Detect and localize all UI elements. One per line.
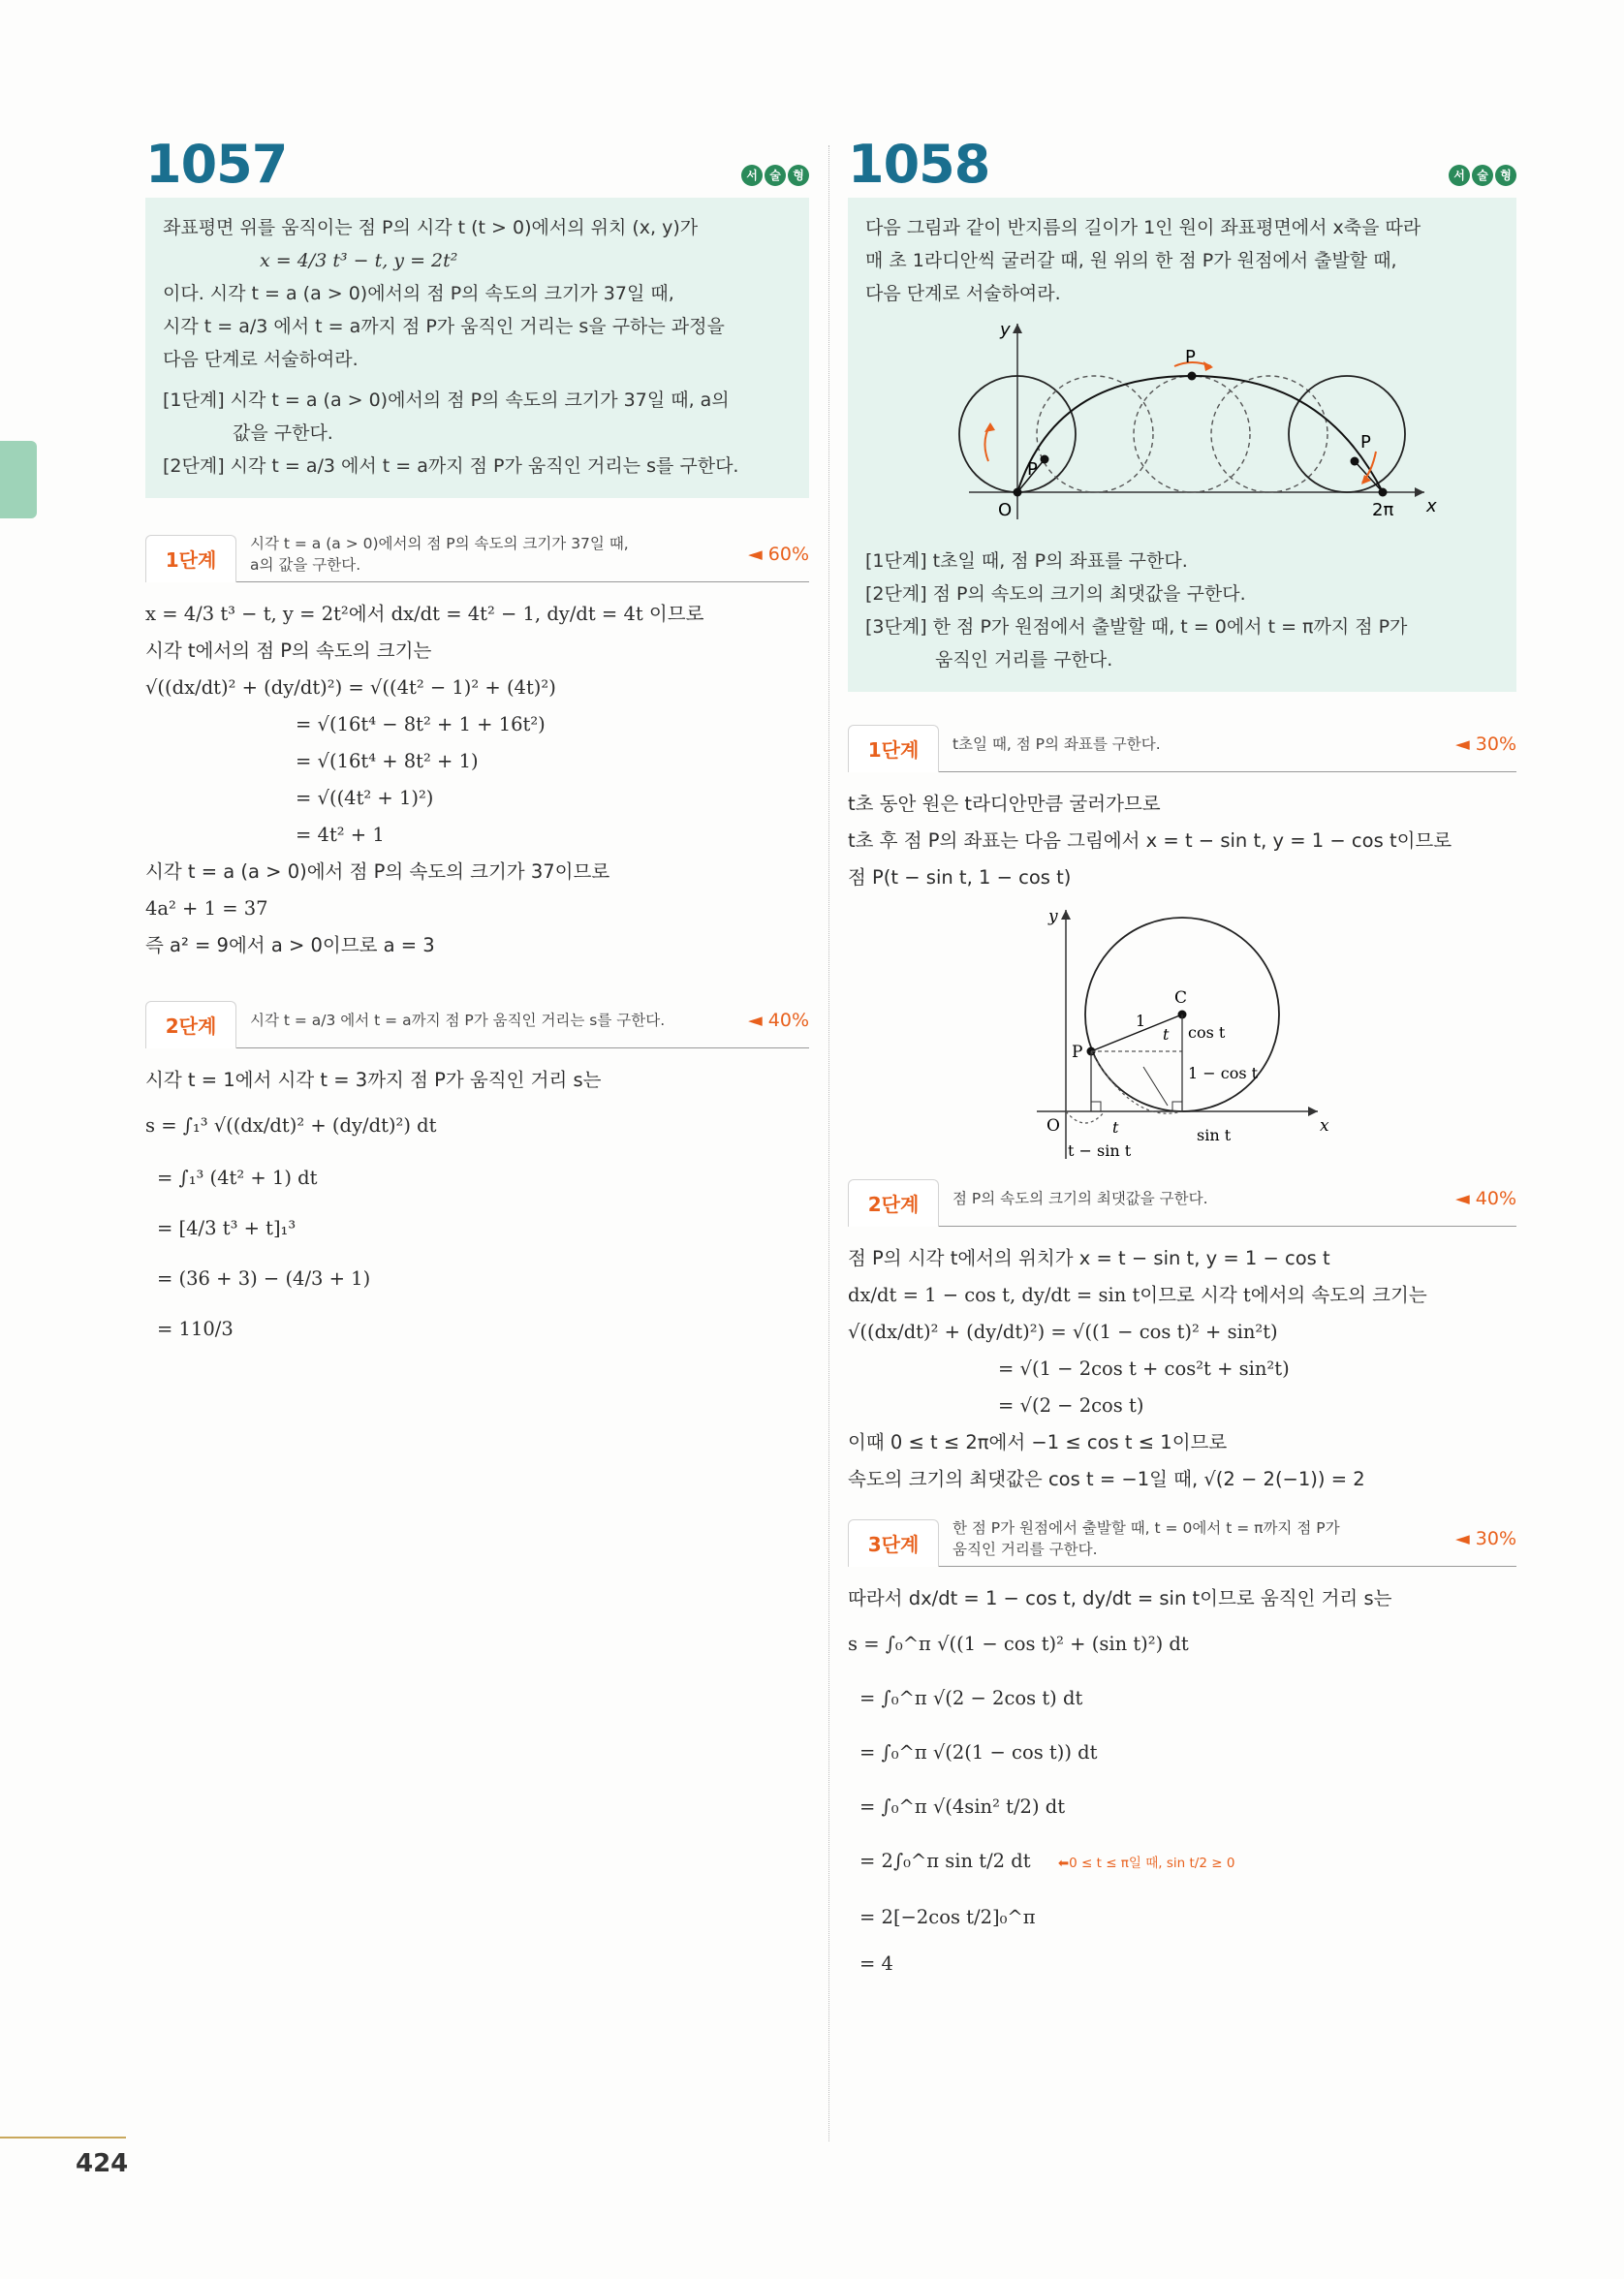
step-label: 2단계 <box>145 1001 236 1048</box>
problem-number: 1057 <box>145 134 288 195</box>
unit-circle-position-figure <box>1027 902 1337 1164</box>
step-label: 2단계 <box>848 1179 939 1227</box>
figure-sin-label: sin t <box>1197 1126 1232 1144</box>
question-line: 다음 단계로 서술하여라. <box>163 349 359 370</box>
solution-line: = ∫₀^π √(4sin² t/2) dt <box>859 1795 1066 1818</box>
solution-line: 따라서 dx/dt = 1 − cos t, dy/dt = sin t이므로 움직인 거리 s는 <box>848 1587 1392 1609</box>
solution-line: 시각 t = 1에서 시각 t = 3까지 점 P가 움직인 거리 s는 <box>145 1069 602 1091</box>
solution-line: = √(2 − 2cos t) <box>998 1394 1144 1417</box>
question-box <box>848 198 1516 692</box>
step-2-header <box>848 1171 1516 1227</box>
figure-y-label: y <box>1048 907 1058 926</box>
solution-line: 즉 a² = 9에서 a > 0이므로 a = 3 <box>145 934 435 956</box>
figure-y-label: y <box>1000 320 1011 340</box>
solution-line: 속도의 크기의 최댓값은 cos t = −1일 때, √(2 − 2(−1)) = 2 <box>848 1468 1365 1490</box>
solution-line: √((dx/dt)² + (dy/dt)²) = √((1 − cos t)² + sin²t) <box>848 1321 1278 1343</box>
problem-header <box>145 136 809 196</box>
badge-char: 형 <box>788 165 809 186</box>
badge-char: 술 <box>765 165 786 186</box>
step-desc-line: 한 점 P가 원점에서 출발할 때, t = 0에서 t = π까지 점 P가 <box>953 1519 1340 1537</box>
step-desc-line: 점 P의 속도의 크기의 최댓값을 구한다. <box>953 1190 1208 1207</box>
step-2-solution <box>145 1062 809 1355</box>
step-1-solution <box>848 786 1516 896</box>
figure-t-minus-sin-label: t − sin t <box>1068 1141 1132 1160</box>
question-step-line: [2단계] 점 P의 속도의 크기의 최댓값을 구한다. <box>865 583 1246 605</box>
step-desc-line: 움직인 거리를 구한다. <box>953 1541 1098 1558</box>
step-desc-line: t초일 때, 점 P의 좌표를 구한다. <box>953 735 1161 753</box>
column-divider <box>828 145 829 2141</box>
solution-line: 이때 0 ≤ t ≤ 2π에서 −1 ≤ cos t ≤ 1이므로 <box>848 1431 1228 1453</box>
figure-angle-label: t <box>1163 1025 1170 1044</box>
question-step-line: [1단계] t초일 때, 점 P의 좌표를 구한다. <box>865 550 1188 572</box>
solution-line: s = ∫₀^π √((1 − cos t)² + (sin t)²) dt <box>848 1633 1189 1655</box>
solution-line: t초 후 점 P의 좌표는 다음 그림에서 x = t − sin t, y = 1 − cos t이므로 <box>848 829 1452 852</box>
solution-line: = √(16t⁴ + 8t² + 1) <box>296 750 479 772</box>
rolling-circle-figure <box>921 316 1444 539</box>
solution-line: 점 P(t − sin t, 1 − cos t) <box>848 866 1072 889</box>
step-percent: ◄ 40% <box>748 1010 809 1031</box>
figure-origin-label: O <box>998 500 1013 520</box>
question-line: 매 초 1라디안씩 굴러갈 때, 원 위의 한 점 P가 원점에서 출발할 때, <box>865 250 1397 271</box>
solution-line: = √(16t⁴ − 8t² + 1 + 16t²) <box>296 713 546 735</box>
solution-line: = 4 <box>859 1952 893 1975</box>
step-percent: ◄ 60% <box>748 544 809 565</box>
problem-number: 1058 <box>848 134 990 195</box>
solution-line: = (36 + 3) − (4/3 + 1) <box>157 1267 371 1290</box>
step-label: 1단계 <box>145 535 236 582</box>
solution-line: = √(1 − 2cos t + cos²t + sin²t) <box>998 1358 1290 1380</box>
solution-line: dx/dt = 1 − cos t, dy/dt = sin t이므로 시각 t에서의 속도의 크기는 <box>848 1284 1427 1306</box>
step-1-header <box>848 717 1516 772</box>
solution-line: s = ∫₁³ √((dx/dt)² + (dy/dt)²) dt <box>145 1114 437 1137</box>
solution-line: = 110/3 <box>157 1318 234 1340</box>
solution-line: 4a² + 1 = 37 <box>145 897 268 920</box>
figure-point-label: P <box>1185 347 1196 367</box>
step-desc-line: 시각 t = a (a > 0)에서의 점 P의 속도의 크기가 37일 때, <box>250 535 629 552</box>
step-1-header <box>145 527 809 582</box>
step-description <box>250 1010 720 1031</box>
step-1-solution <box>145 596 809 964</box>
step-percent: ◄ 30% <box>1455 734 1516 755</box>
figure-point-label: P <box>1072 1043 1083 1062</box>
figure-x-label: x <box>1426 496 1437 516</box>
solution-line: 시각 t = a (a > 0)에서 점 P의 속도의 크기가 37이므로 <box>145 860 610 883</box>
question-step-line: 값을 구한다. <box>233 422 333 444</box>
solution-line-with-note <box>848 1834 1516 1890</box>
figure-origin-label: O <box>1046 1116 1060 1136</box>
badge-char: 서 <box>741 165 763 186</box>
solution-line: t초 동안 원은 t라디안만큼 굴러가므로 <box>848 793 1161 815</box>
figure-x-label: x <box>1320 1116 1329 1136</box>
footer-rule <box>0 2137 126 2139</box>
question-line: 시각 t = a/3 에서 t = a까지 점 P가 움직인 거리는 s을 구하는 과정을 <box>163 316 725 337</box>
problem-1057 <box>145 136 809 1355</box>
solution-side-note: ⬅0 ≤ t ≤ π일 때, sin t/2 ≥ 0 <box>1057 1856 1235 1871</box>
figure-point-label: P <box>1027 459 1038 480</box>
step-label: 1단계 <box>848 725 939 772</box>
essay-type-badge <box>1449 165 1516 186</box>
badge-char: 형 <box>1495 165 1516 186</box>
question-line: 다음 그림과 같이 반지름의 길이가 1인 원이 좌표평면에서 x축을 따라 <box>865 217 1421 238</box>
step-percent: ◄ 40% <box>1455 1188 1516 1209</box>
figure-one-minus-cos-label: 1 − cos t <box>1188 1064 1259 1082</box>
step-percent: ◄ 30% <box>1455 1528 1516 1549</box>
step-label: 3단계 <box>848 1519 939 1567</box>
solution-line: = ∫₁³ (4t² + 1) dt <box>157 1167 318 1189</box>
essay-type-badge <box>741 165 809 186</box>
figure-point-label: P <box>1360 432 1371 453</box>
chapter-side-tab <box>0 441 37 518</box>
question-box <box>145 198 809 498</box>
solution-line: = [4/3 t³ + t]₁³ <box>157 1217 297 1239</box>
solution-line: 점 P의 시각 t에서의 위치가 x = t − sin t, y = 1 − cos t <box>848 1247 1330 1269</box>
step-description <box>953 1517 1427 1560</box>
step-desc-line: 시각 t = a/3 에서 t = a까지 점 P가 움직인 거리는 s를 구한다. <box>250 1012 666 1029</box>
badge-char: 술 <box>1472 165 1493 186</box>
step-3-solution <box>848 1580 1516 1983</box>
figure-2pi-label: 2π <box>1372 500 1394 520</box>
solution-line: √((dx/dt)² + (dy/dt)²) = √((4t² − 1)² + (4t)²) <box>145 676 556 699</box>
solution-line: 시각 t에서의 점 P의 속도의 크기는 <box>145 640 432 662</box>
step-3-header <box>848 1512 1516 1567</box>
question-step-line: 움직인 거리를 구한다. <box>935 649 1113 671</box>
step-description <box>953 734 1427 755</box>
question-step-line: [2단계] 시각 t = a/3 에서 t = a까지 점 P가 움직인 거리는 s를 구한다. <box>163 455 739 477</box>
step-description <box>250 533 720 576</box>
page-number: 424 <box>76 2149 129 2178</box>
step-description <box>953 1188 1427 1209</box>
question-line: 다음 단계로 서술하여라. <box>865 283 1061 304</box>
problem-header <box>848 136 1516 196</box>
question-line: 좌표평면 위를 움직이는 점 P의 시각 t (t > 0)에서의 위치 (x, y)가 <box>163 217 699 238</box>
solution-line: = √((4t² + 1)²) <box>296 787 434 809</box>
solution-line: = ∫₀^π √(2(1 − cos t)) dt <box>859 1741 1098 1764</box>
solution-line: = ∫₀^π √(2 − 2cos t) dt <box>859 1687 1083 1709</box>
problem-1058 <box>848 136 1516 1983</box>
solution-line: = 2∫₀^π sin t/2 dt <box>859 1850 1031 1872</box>
figure-t-bottom-label: t <box>1112 1118 1119 1137</box>
solution-line: x = 4/3 t³ − t, y = 2t²에서 dx/dt = 4t² − 1, dy/dt = 4t 이므로 <box>145 603 704 625</box>
solution-line: = 2[−2cos t/2]₀^π <box>859 1906 1036 1928</box>
step-2-solution <box>848 1240 1516 1498</box>
figure-cos-label: cos t <box>1188 1023 1226 1042</box>
question-step-line: [1단계] 시각 t = a (a > 0)에서의 점 P의 속도의 크기가 37일 때, a의 <box>163 390 730 411</box>
badge-char: 서 <box>1449 165 1470 186</box>
solution-line: = 4t² + 1 <box>296 824 385 846</box>
question-line: 이다. 시각 t = a (a > 0)에서의 점 P의 속도의 크기가 37일 때, <box>163 283 674 304</box>
figure-radius-label: 1 <box>1136 1012 1146 1030</box>
figure-center-label: C <box>1174 988 1188 1008</box>
step-desc-line: a의 값을 구한다. <box>250 556 361 574</box>
question-formula: x = 4/3 t³ − t, y = 2t² <box>260 250 458 271</box>
step-2-header <box>145 993 809 1048</box>
question-step-line: [3단계] 한 점 P가 원점에서 출발할 때, t = 0에서 t = π까지 점 P가 <box>865 616 1408 638</box>
